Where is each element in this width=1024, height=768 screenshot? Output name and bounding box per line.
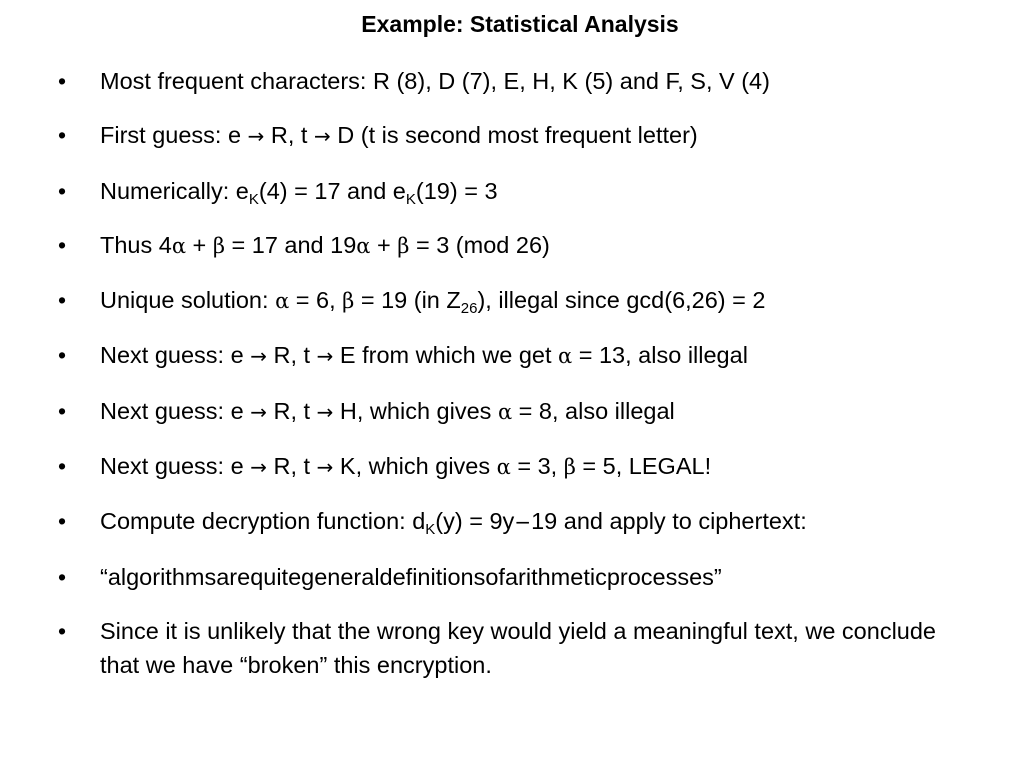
bullet-text-part: (4) = 17 and e <box>258 177 406 204</box>
bullet-text-part: + <box>370 231 398 258</box>
bullet-item-next-guess-k <box>58 449 988 485</box>
bullet-text-part: (19) = 3 <box>415 177 498 204</box>
bullet-icon: • <box>58 563 67 590</box>
alpha-symbol: α <box>496 455 511 480</box>
alpha-symbol: α <box>171 233 187 258</box>
bullet-icon: • <box>58 508 67 535</box>
bullet-text-part: R, t <box>266 453 317 480</box>
arrow-icon: → <box>316 344 334 369</box>
bullet-item-plaintext <box>58 560 988 595</box>
arrow-icon: → <box>250 344 267 369</box>
bullet-icon: • <box>58 342 67 369</box>
beta-symbol: β <box>397 233 410 258</box>
bullet-text: Since it is unlikely that the wrong key would yield a meaningful text, we conclude that we have “broken” this encryption. <box>100 617 937 678</box>
bullet-text-part: H, which gives <box>333 397 498 424</box>
bullet-icon: • <box>58 177 67 204</box>
bullet-text-part: Next guess: e <box>100 453 251 480</box>
bullet-icon: • <box>58 68 67 94</box>
subscript: K <box>425 521 436 539</box>
alpha-symbol: α <box>558 344 573 369</box>
bullet-text-part: = 3 (mod 26) <box>409 231 550 258</box>
bullet-text: “algorithmsarequitegeneraldefinitionsofarithmeticprocesses” <box>100 563 722 590</box>
bullet-text-part: Unique solution: <box>100 287 276 314</box>
bullet-item-compute-decryption <box>58 504 988 540</box>
bullet-icon: • <box>58 287 67 314</box>
bullet-text-part: (y) = 9y <box>435 508 515 535</box>
arrow-icon: → <box>250 455 267 480</box>
alpha-symbol: α <box>356 233 371 258</box>
arrow-icon: → <box>316 455 334 480</box>
bullet-icon: • <box>58 617 67 644</box>
bullet-text-part: R, t <box>266 342 317 369</box>
bullet-text-part: R, t <box>266 397 317 424</box>
bullet-item-next-guess-h <box>58 394 988 430</box>
bullet-item-conclusion <box>58 614 980 682</box>
bullet-list <box>58 64 988 701</box>
beta-symbol: β <box>342 289 355 314</box>
bullet-text-part: Compute decryption function: d <box>100 508 426 535</box>
bullet-item-first-guess <box>58 118 988 154</box>
slide-title: Example: Statistical Analysis <box>361 11 679 37</box>
bullet-text: Most frequent characters: R (8), D (7), E, H, K (5) and F, S, V (4) <box>100 68 770 94</box>
minus-symbol: − <box>514 510 532 535</box>
arrow-icon: → <box>247 124 265 149</box>
bullet-text-part: = 13, also illegal <box>572 342 748 369</box>
bullet-text-part: Next guess: e <box>100 342 251 369</box>
bullet-text-part: Thus 4 <box>100 231 172 258</box>
arrow-icon: → <box>250 399 267 424</box>
bullet-text-part: ), illegal since gcd(6,26) = 2 <box>477 287 766 314</box>
bullet-text-part: E from which we get <box>333 342 559 369</box>
subscript: K <box>405 190 416 208</box>
bullet-text-part: = 3, <box>510 453 564 480</box>
bullet-item-next-guess-e <box>58 338 988 374</box>
bullet-item-most-frequent <box>58 64 988 99</box>
beta-symbol: β <box>212 233 225 258</box>
bullet-item-numerically <box>58 174 988 209</box>
alpha-symbol: α <box>275 289 290 314</box>
subscript: K <box>248 190 259 208</box>
bullet-icon: • <box>58 453 67 480</box>
bullet-icon: • <box>58 397 67 424</box>
bullet-text-part: R, t <box>264 122 314 149</box>
bullet-icon: • <box>58 122 67 149</box>
arrow-icon: → <box>313 124 331 149</box>
bullet-item-thus <box>58 228 988 264</box>
bullet-text-part: Next guess: e <box>100 397 251 424</box>
bullet-text-part: = 8, also illegal <box>512 397 675 424</box>
bullet-text-part: 19 and apply to ciphertext: <box>531 508 807 535</box>
bullet-text-part: = 17 and 19 <box>224 231 357 258</box>
bullet-text-part: = 5, LEGAL! <box>575 453 712 480</box>
bullet-item-unique-solution <box>58 283 988 319</box>
alpha-symbol: α <box>497 399 513 424</box>
arrow-icon: → <box>316 399 334 424</box>
bullet-text-part: D (t is second most frequent letter) <box>330 122 698 149</box>
bullet-icon: • <box>58 231 67 258</box>
bullet-text-part: Numerically: e <box>100 177 249 204</box>
subscript: 26 <box>460 300 478 318</box>
bullet-text-part: + <box>186 231 213 258</box>
bullet-text-part: K, which gives <box>333 453 497 480</box>
beta-symbol: β <box>563 455 576 480</box>
bullet-text-part: = 6, <box>289 287 343 314</box>
bullet-text-part: = 19 (in Z <box>354 287 461 314</box>
bullet-text-part: First guess: e <box>100 122 248 149</box>
